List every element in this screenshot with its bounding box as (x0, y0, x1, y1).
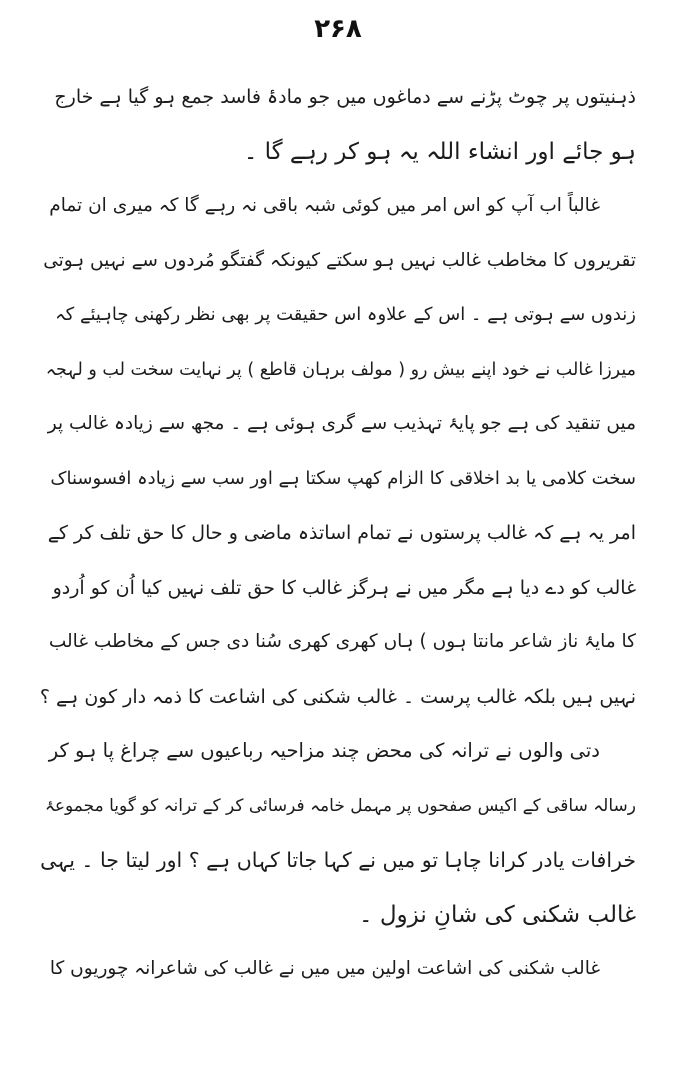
text-line: نہیں ہیں بلکہ غالب پرست ۔ غالب شکنی کی اشاعت کا ذمہ دار کون ہے ؟ (40, 685, 636, 708)
text-line: غالب کو دے دیا ہے مگر میں نے ہرگز غالب کا حق تلف نہیں کیا اُن کو اُردو (52, 576, 636, 599)
text-line: ہو جائے اور انشاء اللہ یہ ہو کر رہے گا ۔ (243, 138, 636, 165)
body-text (40, 70, 636, 997)
text-line: ذہنیتوں پر چوٹ پڑنے سے دماغوں میں جو مادۂ فاسد جمع ہو گیا ہے خارج (54, 86, 636, 108)
text-line: رسالہ ساقی کے اکیس صفحوں پر مہمل خامہ فرسائی کر کے ترانہ کو گویا مجموعۂ (44, 795, 636, 816)
text-line: میں تنقید کی ہے جو پایۂ تہذیب سے گری ہوئی ہے ۔ مجھ سے زیادہ غالب پر (47, 413, 636, 434)
text-line: غالباً اب آپ کو اس امر میں کوئی شبہ باقی نہ رہے گا کہ میری ان تمام (49, 195, 600, 216)
text-line: کا مایۂ ناز شاعر مانتا ہوں ) ہاں کھری کھری سُنا دی جس کے مخاطب غالب (48, 631, 636, 652)
text-line: زندوں سے ہوتی ہے ۔ اس کے علاوہ اس حقیقت پر بھی نظر رکھنی چاہیئے کہ (55, 304, 636, 325)
text-line: خرافات یادر کرانا چاہا تو میں نے کہا جاتا کہاں ہے ؟ اور لیتا جا ۔ یہی (40, 848, 636, 872)
page-number: ۲۶۸ (314, 14, 362, 44)
text-line: تقریروں کا مخاطب غالب نہیں ہو سکتے کیونکہ گفتگو مُردوں سے نہیں ہوتی (43, 249, 636, 271)
text-line: غالب شکنی کی اشاعت اولین میں میں نے غالب کی شاعرانہ چوریوں کا (49, 958, 600, 979)
text-line: امر یہ ہے کہ غالب پرستوں نے تمام اساتذہ ماضی و حال کا حق تلف کر کے (47, 522, 636, 544)
text-line: سخت کلامی یا بد اخلاقی کا الزام کھپ سکتا ہے اور سب سے زیادہ افسوسناک (50, 467, 636, 489)
text-line: میرزا غالب نے خود اپنے بیش رو ( مولف برہان قاطع ) پر نہایت سخت لب و لہجہ (45, 359, 636, 380)
text-line: غالب شکنی کی شانِ نزول ۔ (359, 901, 636, 928)
text-line: دتی والوں نے ترانہ کی محض چند مزاحیہ رباعیوں سے چراغ پا ہو کر (48, 739, 600, 762)
